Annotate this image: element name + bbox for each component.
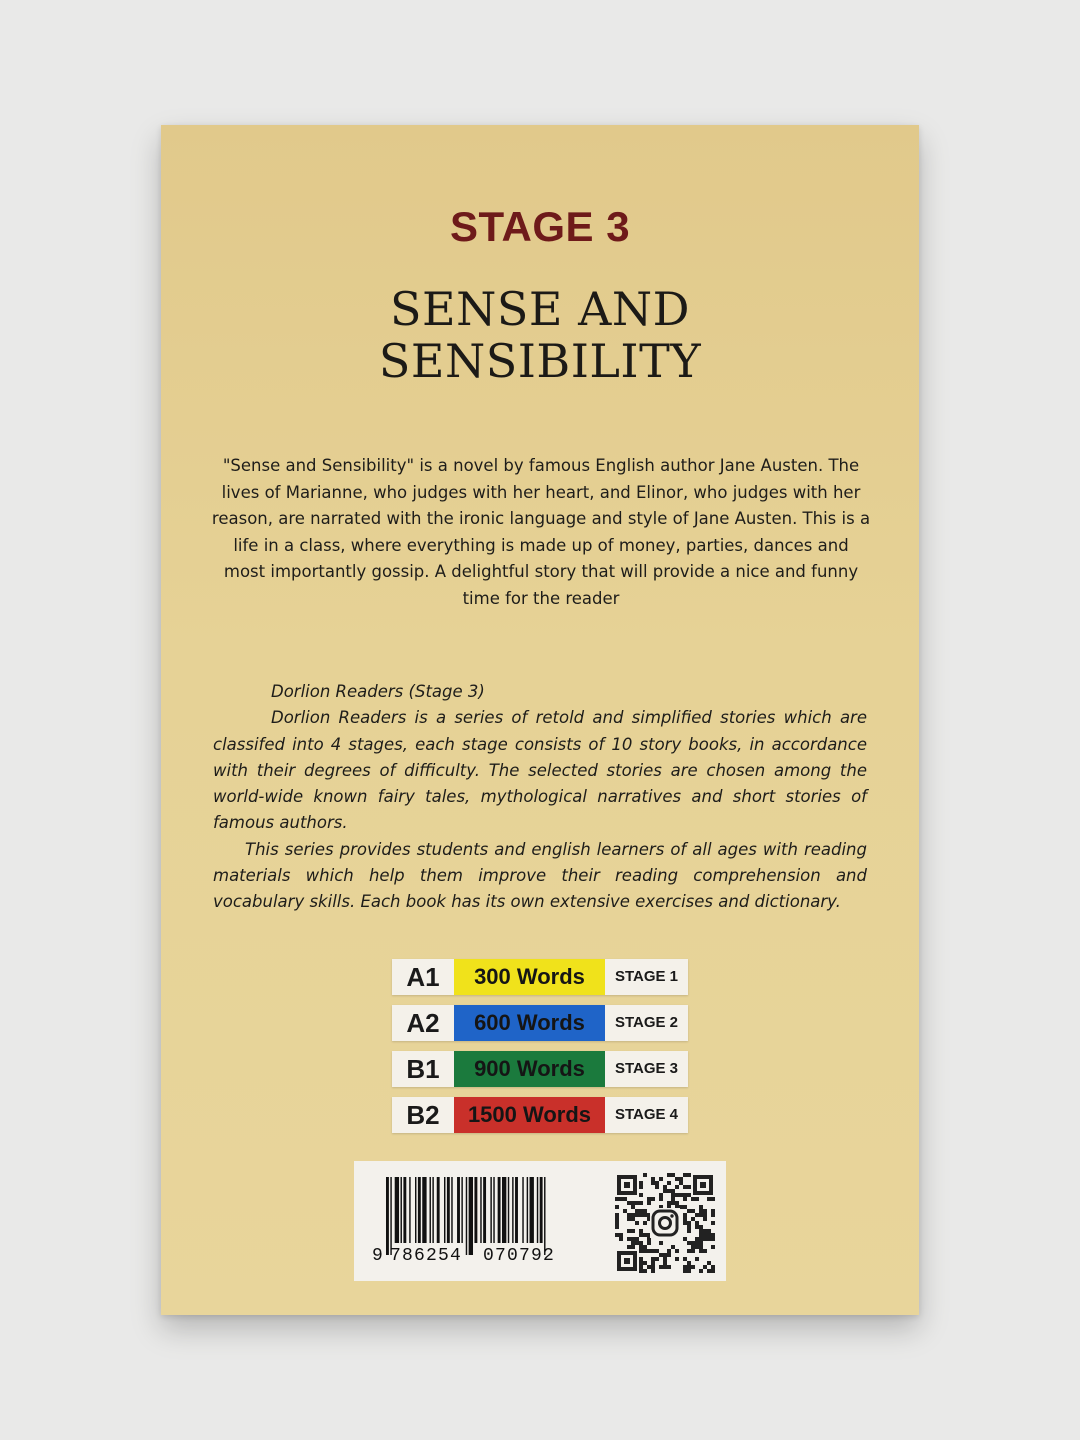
isbn-group-2: 070792 [483,1246,556,1266]
series-name: Dorlion Readers (Stage 3) [271,682,485,701]
series-paragraph-2: This series provides students and english learners of all ages with reading materials which help them improve their reading comprehension and vocabulary skills. Each book has its own extensive exercises and dictionary. [213,839,867,912]
level-words: 600 Words [454,1005,605,1041]
level-row [392,959,688,995]
isbn-prefix: 9 [372,1246,383,1266]
level-code: B1 [392,1051,454,1087]
level-stage: STAGE 2 [605,1005,688,1041]
level-stage: STAGE 1 [605,959,688,995]
book-back-cover [161,125,919,1315]
stage-heading: STAGE 3 [449,203,631,250]
level-row [392,1097,688,1133]
isbn-group-1: 786254 [390,1246,463,1266]
level-code: A1 [392,959,454,995]
series-description [213,679,867,916]
book-blurb: "Sense and Sensibility" is a novel by famous English author Jane Austen. The lives of Marianne, who judges with her heart, and Elinor, who judges with her reason, are narrated with the ironic language and style of Jane Austen. This is a life in a class, where everything is made up of money, parties, dances and most importantly gossip. A delightful story that will provide a nice and funny time for the reader [211,456,871,608]
instagram-icon [650,1208,680,1238]
series-paragraph-1: Dorlion Readers is a series of retold and simplified stories which are classifed into 4 stages, each stage consists of 10 story books, in accordance with their degrees of difficulty. The selected stories are chosen among the world-wide known fairy tales, mythological narratives and short stories of famous authors. [213,708,867,833]
level-stage: STAGE 3 [605,1051,688,1087]
level-row [392,1005,688,1041]
level-table [392,959,688,1143]
level-row [392,1051,688,1087]
level-words: 900 Words [454,1051,605,1087]
qr-code-icon [615,1173,715,1273]
barcode-panel [354,1161,726,1281]
barcode-bars [386,1177,546,1255]
book-title-line1: SENSE AND [390,282,690,336]
level-code: B2 [392,1097,454,1133]
level-words: 1500 Words [454,1097,605,1133]
book-title-line2: SENSIBILITY [378,334,702,388]
level-stage: STAGE 4 [605,1097,688,1133]
level-words: 300 Words [454,959,605,995]
book-title [161,283,919,387]
level-code: A2 [392,1005,454,1041]
isbn-barcode [372,1177,582,1267]
